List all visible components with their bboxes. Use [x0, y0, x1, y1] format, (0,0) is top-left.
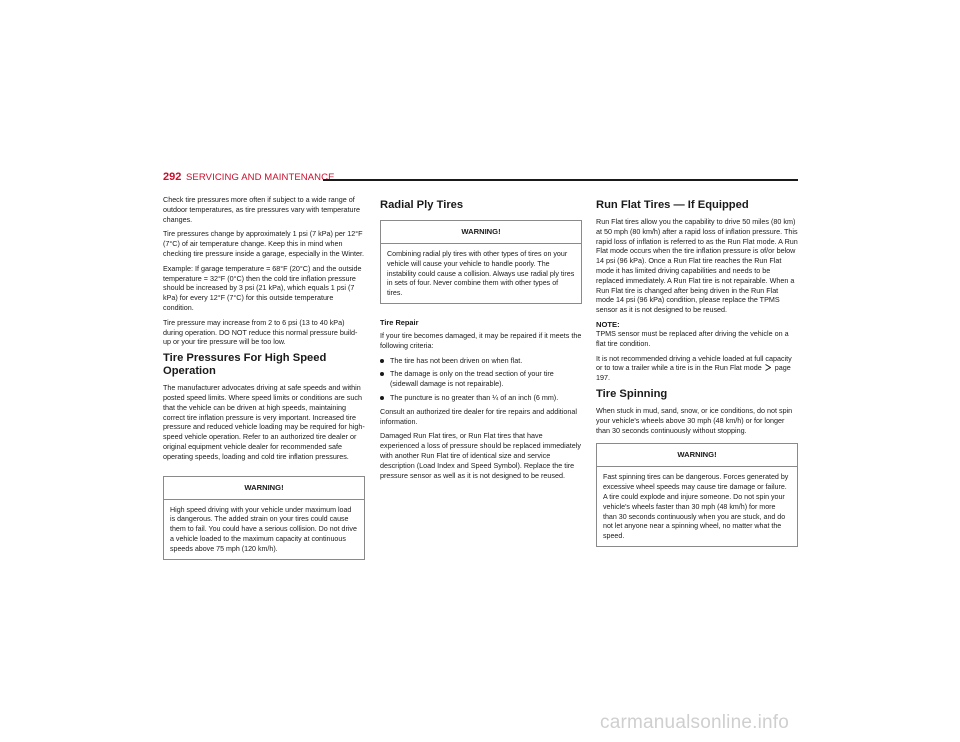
paragraph: When stuck in mud, sand, snow, or ice conditions, do not spin your vehicle's wheels above 30 mph (48 km/h) or for longer than 30 seconds continuously without stopping. — [596, 405, 793, 435]
column-middle — [380, 195, 582, 485]
note-label: NOTE: — [596, 319, 620, 329]
subheading-tire-repair: Tire Repair — [380, 317, 419, 327]
bullet-icon — [380, 372, 384, 376]
paragraph: Example: If garage temperature = 68°F (20°C) and the outside temperature = 32°F (0°C) then the cold tire inflation pressure should be increased by 3 psi (21 kPa), which equals 1 psi (7 kPa) for every 12°F (7°C) for this outside temperature condition. — [163, 263, 362, 312]
paragraph: Damaged Run Flat tires, or Run Flat tires that have experienced a loss of pressure should be replaced immediately with another Run Flat tire of identical size and service description (Load Index and Speed Symbol). Replace the tire pressure sensor as well as it is not designed to be reused. — [380, 431, 581, 480]
list-item: The puncture is no greater than ¼ of an inch (6 mm). — [380, 393, 582, 403]
heading-high-speed: Tire Pressures For High Speed Operation — [163, 352, 327, 378]
warning-title: WARNING! — [597, 444, 797, 467]
warning-text: Fast spinning tires can be dangerous. Forces generated by excessive wheel speeds may cause tire damage or failure. A tire could explode and injure someone. Do not spin your vehicle's wheels faster than 30 mph (48 km/h) for more than 30 seconds continuously when you are stuck, and do not let anyone near a spinning wheel, no matter what the speed. — [603, 473, 789, 541]
warning-title: WARNING! — [164, 477, 364, 500]
warning-box-radial — [380, 220, 582, 304]
warning-title: WARNING! — [381, 221, 581, 244]
warning-text: High speed driving with your vehicle under maximum load is dangerous. The added strain on your tires could cause them to fail. You could have a serious collision. Do not drive a vehicle loaded to the maximum capacity at continuous speeds above 75 mph (120 km/h). — [170, 505, 357, 553]
bullet-icon — [380, 359, 384, 363]
list-item: The damage is only on the tread section of your tire (sidewall damage is not repairable). — [380, 369, 582, 389]
note-text: TPMS sensor must be replaced after driving the vehicle on a flat tire condition. — [596, 328, 789, 348]
header-rule — [323, 179, 798, 181]
paragraph: Consult an authorized tire dealer for tire repairs and additional information. — [380, 406, 577, 426]
watermark-text: carmanualsonline.info — [600, 712, 790, 733]
criteria-list — [380, 356, 582, 403]
arrow-right-icon — [765, 364, 771, 371]
paragraph: Tire pressures change by approximately 1 psi (7 kPa) per 12°F (7°C) of air temperature change. Keep this in mind when checking tire pressure inside a garage, especially in the Winter. — [163, 229, 364, 258]
paragraph: It is not recommended driving a vehicle loaded at full capacity or to tow a trailer while a tire is in the Run Flat mode page 197. — [596, 353, 792, 383]
paragraph: Run Flat tires allow you the capability to drive 50 miles (80 km) at 50 mph (80 km/h) after a rapid loss of inflation pressure. This rapid loss of inflation is referred to as the Run Flat mode. A Run Flat mode occurs when the tire inflation pressure is of/or below 14 psi (96 kPa). Once a Run Flat tire reaches the Run Flat mode it has limited driving capabilities and needs to be replaced immediately. A Run Flat tire is not repairable. When a Run Flat tire is changed after being driven in the Run Flat mode 14 psi (96 kPa) condition, please replace the TPMS sensor as it is not designed to be reused. — [596, 217, 798, 315]
section-title: SERVICING AND MAINTENANCE — [186, 172, 335, 183]
page-header — [163, 171, 798, 185]
warning-box-spinning — [596, 443, 798, 547]
column-right — [596, 195, 798, 553]
list-item: The tire has not been driven on when flat. — [380, 356, 582, 366]
paragraph: If your tire becomes damaged, it may be repaired if it meets the following criteria: — [380, 330, 582, 350]
column-left — [163, 195, 365, 566]
heading-tire-spinning: Tire Spinning — [596, 387, 668, 400]
heading-radial-ply: Radial Ply Tires — [380, 199, 464, 211]
warning-text: Combining radial ply tires with other types of tires on your vehicle will cause your vehicle to handle poorly. The instability could cause a collision. Always use radial ply tires in sets of four. Never combine them with other types of tires. — [387, 250, 575, 298]
paragraph: The manufacturer advocates driving at safe speeds and within posted speed limits. Where speed limits or conditions are such that the vehicle can be driven at high speeds, maintaining correct tire inflation pressure is very important. Increased tire pressure and reduced vehicle loading may be required for high-speed vehicle operation. Refer to an authorized tire dealer or original equipment vehicle dealer for recommended safe operating speeds, loading and cold tire inflation pressures. — [163, 383, 365, 461]
heading-run-flat: Run Flat Tires — If Equipped — [596, 199, 749, 211]
paragraph: Check tire pressures more often if subject to a wide range of outdoor temperatures, as tire pressures vary with temperature changes. — [163, 195, 360, 224]
paragraph: Tire pressure may increase from 2 to 6 psi (13 to 40 kPa) during operation. DO NOT reduce this normal pressure build-up or your tire pressure will be too low. — [163, 317, 358, 347]
bullet-icon — [380, 396, 384, 400]
page-reference-link[interactable]: page 197. — [596, 363, 791, 383]
page-number: 292 — [163, 171, 182, 183]
warning-box-high-speed — [163, 476, 365, 560]
